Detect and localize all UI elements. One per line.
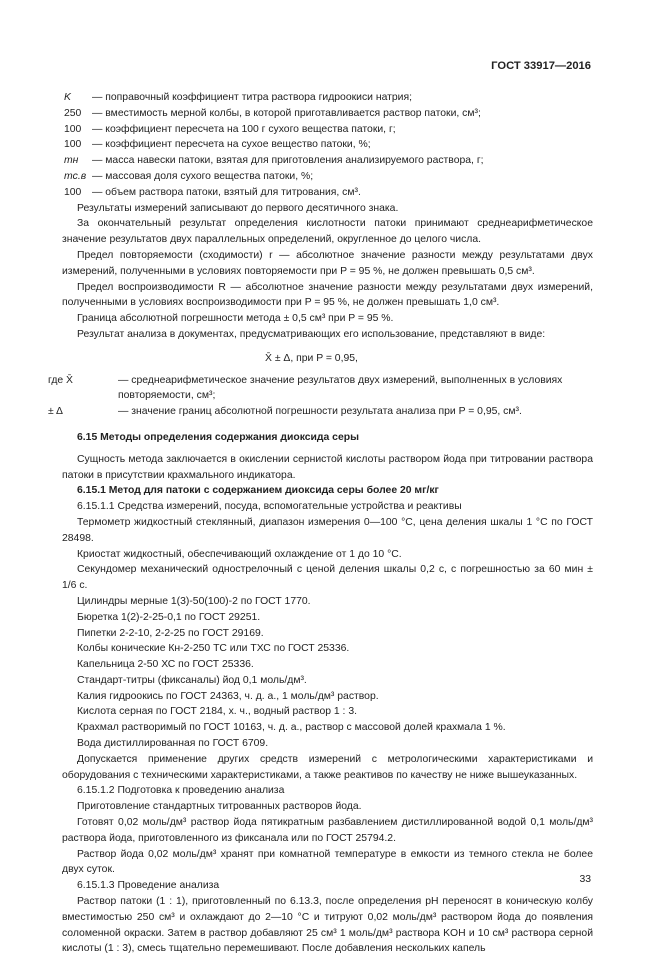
definition-symbol: K — [64, 92, 71, 103]
paragraph: Пипетки 2-2-10, 2-2-25 по ГОСТ 29169. — [77, 627, 264, 639]
paragraph: Калия гидроокись по ГОСТ 24363, ч. д. а., 1 моль/дм³ раствор. — [77, 690, 379, 702]
definition-symbol: 100 — [64, 186, 82, 198]
definition-text: — масса навески патоки, взятая для приготовления анализируемого раствора, г; — [92, 155, 484, 167]
paragraph: Секундомер механический однострелочный с ценой деления шкалы 0,2 с, с погрешностью за 60 мин ± 1/6 с. — [62, 564, 593, 592]
where-list — [48, 373, 593, 420]
page-number: 33 — [579, 874, 591, 885]
paragraph: Криостат жидкостный, обеспечивающий охлаждение от 1 до 10 °С. — [77, 548, 402, 560]
paragraph: Стандарт-титры (фиксаналы) йод 0,1 моль/дм³. — [77, 674, 307, 686]
where-text: — значение границ абсолютной погрешности результата анализа при P = 0,95, см³. — [118, 406, 522, 418]
paragraph: Термометр жидкостный стеклянный, диапазон измерения 0—100 °С, цена деления шкалы 1 °С по ГОСТ 28498. — [62, 516, 593, 544]
paragraph: Колбы конические Кн-2-250 ТС или ТХС по ГОСТ 25336. — [77, 643, 350, 655]
definition-text: — массовая доля сухого вещества патоки, %; — [92, 170, 314, 182]
paragraph: Раствор йода 0,02 моль/дм³ хранят при комнатной температуре в емкости из темного стекла не более двух суток. — [62, 848, 593, 876]
paragraph: Кислота серная по ГОСТ 2184, х. ч., водный раствор 1 : 3. — [77, 706, 357, 718]
definition-symbol: 250 — [64, 107, 82, 119]
where-row — [48, 373, 593, 405]
definition-row — [62, 137, 593, 153]
paragraph: Бюретка 1(2)-2-25-0,1 по ГОСТ 29251. — [77, 611, 261, 623]
definition-text: — коэффициент пересчета на сухое вещество патоки, %; — [92, 139, 371, 151]
page-content — [48, 90, 593, 957]
definition-row — [62, 153, 593, 169]
paragraph: 6.15.1.3 Проведение анализа — [77, 880, 220, 892]
result-formula: X̄ ± Δ, при P = 0,95, — [265, 352, 358, 364]
paragraph: 6.15.1.1 Средства измерений, посуда, вспомогательные устройства и реактивы — [77, 501, 462, 513]
definition-row — [62, 106, 593, 122]
definition-text: — вместимость мерной колбы, в которой приготавливается раствор патоки, см³; — [92, 107, 481, 119]
paragraph: 6.15.1 Метод для патоки с содержанием диоксида серы более 20 мг/кг — [77, 485, 439, 497]
definition-row — [62, 169, 593, 185]
definition-symbol: mс.в — [64, 170, 87, 182]
paragraph: Крахмал растворимый по ГОСТ 10163, ч. д. а., раствор с массовой долей крахмала 1 %. — [77, 722, 506, 734]
paragraph: Раствор патоки (1 : 1), приготовленный по 6.13.3, после определения pH переносят в коническую колбу вместимостью 250 см³ и охлаждают до 2—10 °С и титруют 0,02 моль/дм³ раствором йода до появления соломенной окраски. Затем в раствор добавляют 25 см³ 1 моль/дм³ раствора KOH и 10 см³ раствора серной кислоты (1 : 3), смесь тщательно перемешивают. После добавления нескольких капель — [62, 896, 593, 955]
paragraph: Вода дистиллированная по ГОСТ 6709. — [77, 738, 269, 750]
definition-text: — поправочный коэффициент титра раствора гидроокиси натрия; — [92, 92, 412, 103]
paragraphs-block-2 — [62, 452, 593, 957]
paragraph: Предел воспроизводимости R — абсолютное значение разности между результатами двух измерений, полученными в условиях воспроизводимости при P = 95 %, не должен превышать 1,0 см³. — [62, 281, 593, 309]
paragraph: Капельница 2-50 ХС по ГОСТ 25336. — [77, 659, 254, 671]
paragraph: Результаты измерений записывают до первого десятичного знака. — [77, 202, 399, 214]
paragraph: Допускается применение других средств измерений с метрологическими характеристиками и оборудования с техническими характеристиками, а также реактивов по качеству не ниже вышеуказанных. — [62, 753, 593, 781]
definition-row — [62, 122, 593, 138]
paragraph: Сущность метода заключается в окислении сернистой кислоты раствором йода при титровании раствора патоки в присутствии крахмального индикатора. — [62, 453, 593, 481]
paragraph: Результат анализа в документах, предусматривающих его использование, представляют в виде: — [77, 328, 546, 340]
definition-text: — коэффициент пересчета на 100 г сухого вещества патоки, г; — [92, 123, 396, 135]
definition-symbol: mн — [64, 155, 79, 167]
paragraphs-block-1 — [62, 201, 593, 343]
where-text: — среднеарифметическое значение результатов двух измерений, выполненных в условиях повторяемости, см³; — [118, 374, 563, 402]
section-title: 6.15 Методы определения содержания диоксида серы — [77, 431, 359, 443]
paragraph: Готовят 0,02 моль/дм³ раствор йода пятикратным разбавлением дистиллированной водой 0,1 моль/дм³ раствора йода, приготовленного из фиксанала или по ГОСТ 25794.2. — [62, 817, 593, 844]
where-row — [48, 404, 593, 420]
paragraph: 6.15.1.2 Подготовка к проведению анализа — [77, 785, 285, 797]
definitions-list — [62, 90, 593, 201]
where-label: где X̄ — [48, 374, 73, 386]
paragraph: За окончательный результат определения кислотности патоки принимают среднеарифметическое значение результатов двух параллельных определений, округленное до целого числа. — [62, 218, 593, 246]
document-header: ГОСТ 33917—2016 — [491, 60, 591, 72]
paragraph: Цилиндры мерные 1(3)-50(100)-2 по ГОСТ 1770. — [77, 595, 311, 607]
definition-symbol: 100 — [64, 139, 82, 151]
definition-row — [62, 90, 593, 106]
paragraph: Граница абсолютной погрешности метода ± 0,5 см³ при P = 95 %. — [77, 313, 394, 325]
definition-text: — объем раствора патоки, взятый для титрования, см³. — [92, 186, 361, 198]
definition-symbol: 100 — [64, 123, 82, 135]
paragraph: Предел повторяемости (сходимости) r — абсолютное значение разности между результатами двух измерений, полученными в условиях повторяемости при P = 95 %, не должен превышать 0,5 см³. — [62, 249, 593, 277]
paragraph: Приготовление стандартных титрованных растворов йода. — [77, 801, 362, 813]
definition-row — [62, 185, 593, 201]
where-label: ± Δ — [48, 406, 63, 418]
